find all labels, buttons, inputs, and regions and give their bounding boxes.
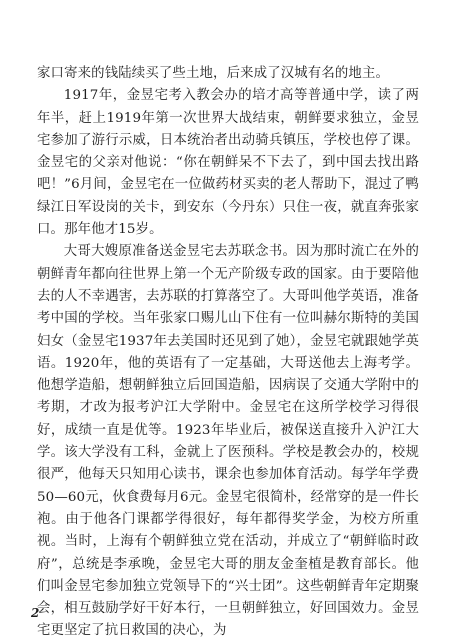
body-text — [37, 63, 419, 643]
paragraph-1917: 1917年，金昱宅考入教会办的培才高等普通中学，读了两年半，赶上1919年第一次世界大战结束，朝鲜要求独立，金昱宅参加了游行示威，日本统治者出动骑兵镇压，学校也停了课。金昱宅的父亲对他说：“你在朝鲜呆不下去了，到中国去找出路吧！”6月间，金昱宅在一位做药材买卖的老人帮助下，混过了鸭绿江日军设岗的关卡，到安东（今丹东）只住一夜，就直奔张家口。那年他才15岁。 — [37, 88, 419, 238]
paragraph-continuation: 家口寄来的钱陆续买了些土地，后来成了汉城有名的地主。 — [37, 66, 390, 81]
paragraph-elder-brother: 大哥大嫂原准备送金昱宅去苏联念书。因为那时流亡在外的朝鲜青年都向往世界上第一个无产阶级专政的国家。由于要陪他去的人不幸遇害，去苏联的打算落空了。大哥叫他学英语，准备考中国的学校。当年张家口赐儿山下住有一位叫赫尔斯特的美国妇女（金昱宅1937年去美国时还见到了她），金昱宅就跟她学英语。1920年，他的英语有了一定基础，大哥送他去上海考学。他想学造船，想朝鲜独立后回国造船，因病误了交通大学附中的考期，才改为报考沪江大学附中。金昱宅在这所学校学习得很好，成绩一直是优等。1923年毕业后，被保送直接升入沪江大学。该大学没有工科，金就上了医预科。学校是教会办的，校规很严，他每天只知用心读书，课余也参加体育活动。每学年学费50—60元，伙食费每月6元。金昱宅很简朴，经常穿的是一件长袍。由于他各门课都学得很好，每年都得奖学金，为校方所重视。当时，上海有个朝鲜独立党在活动，并成立了“朝鲜临时政府”，总统是李承晚，金昱宅大哥的朋友金奎植是教育部长。他们叫金昱宅参加独立党领导下的“兴士团”。这些朝鲜青年定期聚会，相互鼓励学好干好本行，一旦朝鲜独立，好回国效力。金昱宅更坚定了抗日救国的决心，为 — [37, 244, 419, 639]
page-number: 2 — [31, 606, 40, 620]
